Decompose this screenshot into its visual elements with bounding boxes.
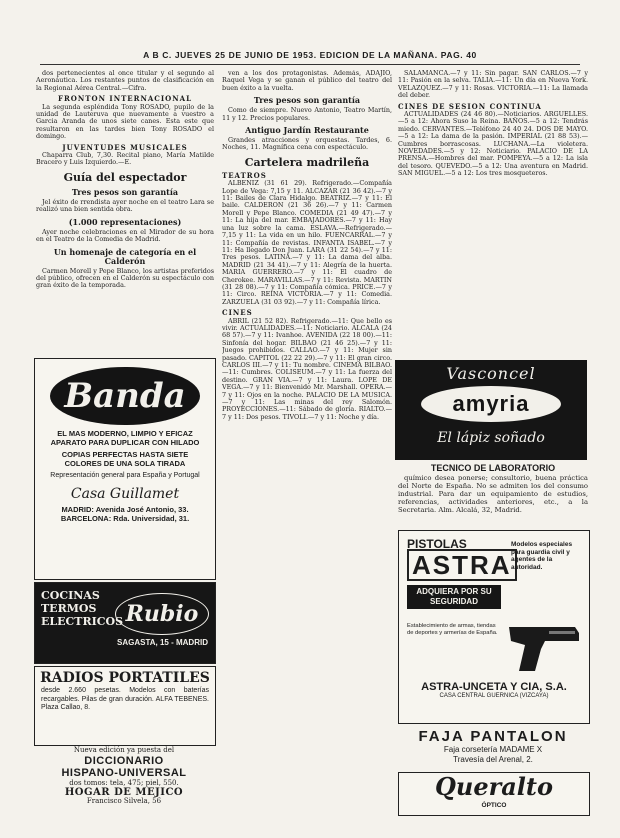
representaciones-text: Ayer noche celebraciones en el Mirador de su hora en el Teatro de la Comedia de Madrid. (36, 227, 214, 244)
dicc-title: DICCIONARIO (84, 755, 164, 767)
page-header: A B C. JUEVES 25 DE JUNIO DE 1953. EDICION DE LA MAÑANA. PAG. 40 (40, 50, 580, 65)
banda-logo: Banda (50, 367, 200, 425)
cines-listing: ABRIL (21 52 82). Refrigerado.—11: Que bello es vivir. ACTUALIDADES.—11: Noticiario. ALCALA (24 68 57).—7 y 11: Ivanhoe. AVENIDA (22 18 00).—11: Sinfonía del hogar. BILBAO (21 46 25).—7 y 11: Juegos prohibidos. CALLAO.—7 y 11: Mujer sin pasado. CAPITOL (22 22 29).—7 y 11: El gran circo. CARLOS III.—7 y 11: Tu nombre. CINEMA BILBAO.—11: Cumbres. COLISEUM.—7 y 11: La fuerza del destino. GRAN VIA.—7 y 11: Laura. LOPE DE VEGA.—7 y 11: Bienvenido Mr. Marshall. OPERA.—7 y 11: Ojos en la noche. PALACIO DE LA MUSICA.—7 y 11: Las minas del rey Salomón. PROYECCIONES.—11: Sábado de gloria. RIALTO.—7 y 11: Dos pesos. TIVOLI.—7 y 11: Noche y día. (222, 316, 392, 421)
homenaje-heading: Un homenaje de categoría en el Calderón (53, 246, 197, 266)
teatros-listing: ALBENIZ (31 61 29). Refrigerado.—Compañía Lope de Vega: 7,15 y 11. ALCAZAR (21 36 42).—7 y 11: Bailes de Clara Hidalgo. BEATRIZ.—7 y 11: El baile. CALDERON (21 36 26).—7 y 11: Carmen Morell y Pepe Blanco. COMEDIA (21 49 47).—7 y 11: La hija del mar. EMBAJADORES.—7 y 11: Hay una luz sobre la cama. ESLAVA.—Refrigerado.—7,15 y 11: La vida en un hilo. FUENCARRAL.—7 y 11: Compañía de revistas. INFANTA ISABEL.—7 y 11: Ha llegado Don Juan. LARA (31 22 54).—7 y 11: Tres pesos. LATINA.—7 y 11: La dama del alba. MADRID (21 34 41).—7 y 11: Alegría de la huerta. MARIA GUERRERO.—7 y 11: El cuadro de Cherokee. MARAVILLAS.—7 y 11: Revista. MARTIN (31 28 08).—7 y 11: Compañía cómica. PRICE.—7 y 11: Circo. REINA VICTORIA.—7 y 11: Comedia. ZARZUELA (31 03 92).—7 y 11: Compañía lírica. (222, 179, 392, 306)
amyria-advertisement (395, 360, 587, 460)
diccionario-advertisement (34, 746, 214, 826)
juventudes-heading: JUVENTUDES MUSICALES (62, 142, 188, 152)
dicc-price: dos tomos: tela, 475; piel, 550. (69, 779, 179, 787)
astra-small-text: Establecimiento de armas, tiendas de deportes y armerías de España. (407, 623, 498, 636)
amyria-slogan: El lápiz soñado (437, 430, 545, 446)
rubio-address: SAGASTA, 15 - MADRID (117, 638, 208, 647)
dicc-pre: Nueva edición ya puesta del (73, 746, 175, 754)
astra-slogan: ADQUIERA POR SU SEGURIDAD (407, 585, 501, 609)
rubio-advertisement (34, 582, 216, 664)
juventudes-text: Chaparra Club, 7,30. Recital piano, María Matilde Bracero y Luis Izquierdo.—E. (36, 151, 214, 167)
cocinas-text: COCINAS TERMOS ELECTRICOS (41, 589, 124, 628)
tecnico-classified (398, 464, 588, 526)
article-intro: dos pertenecientes al once titular y el segundo al Aeronáutica. Los restantes puntos de clasificación en la Regional Aérea Central.—Cifra. (36, 70, 214, 92)
dicc-store: HOGAR DE MEJICO (64, 787, 184, 798)
tres-pesos-text: Jel éxito de rrendista ayer noche en el teatro Lara se realizó una bien sentida obra. (36, 197, 214, 214)
center-top-text: ven a los dos protagonistas. Además, ADAJIO, Raquel Vega y se ganan el público del teatro del buen éxito a la vuelta. (222, 70, 392, 92)
sesion-continua-heading: CINES DE SESION CONTINUA (398, 101, 542, 111)
casa-guillamet-logo: Casa Guillamet (70, 486, 180, 502)
tecnico-title: TECNICO DE LABORATORIO (430, 463, 556, 473)
cines-heading: CINES (222, 308, 253, 318)
guia-heading: Guía del espectador (63, 170, 187, 184)
banda-advertisement (34, 358, 216, 580)
fronton-heading: FRONTON INTERNACIONAL (58, 94, 192, 104)
faja-advertisement (398, 728, 588, 768)
banda-barcelona: BARCELONA: Rda. Universidad, 31. (60, 514, 190, 523)
astra-maker-name: ASTRA-UNCETA Y CIA, S.A. (421, 681, 567, 693)
dicc-address: Francisco Silvela, 56 (86, 797, 162, 805)
banda-line3: Representación general para España y Portugal (50, 472, 200, 479)
antiguo-jardin-heading: Antiguo Jardín Restaurante (245, 125, 369, 136)
column-center (222, 70, 392, 830)
amyria-name: amyria (421, 386, 561, 422)
faja-line1: Faja corsetería MADAME X (443, 745, 543, 754)
faja-title: FAJA PANTALON (418, 728, 568, 745)
homenaje-text: Carmen Morell y Pepe Blanco, los artistas preferidos del público, ofrecen en el Calderón su espectáculo con gran éxito de la temporada. (36, 266, 214, 290)
rubio-logo: Rubio (115, 593, 209, 635)
right-top-text: SALAMANCA.—7 y 11: Sin pagar. SAN CARLOS.—7 y 11: Pasión en la selva. TALIA.—11: Un día en Nueva York. VELAZQUEZ.—7 y 11: Rosas. VICTORIA.—11: La llamada del deber. (398, 70, 588, 100)
astra-logo: ASTRA (407, 549, 517, 581)
center-tres-text: Como de siempre. Nuevo Antonio, Teatro Martín, 11 y 12. Precios populares. (222, 106, 392, 122)
dicc-subtitle: HISPANO-UNIVERSAL (61, 767, 187, 779)
astra-advertisement (398, 530, 590, 724)
center-tres-heading: Tres pesos son garantía (253, 95, 361, 106)
astra-pistolas: PISTOLAS (407, 537, 467, 551)
banda-line1: EL MAS MODERNO, LIMPIO Y EFICAZ APARATO PARA DUPLICAR CON HILADO (50, 429, 200, 447)
tres-pesos-heading: Tres pesos son garantía (71, 186, 179, 197)
banda-madrid: MADRID: Avenida José Antonio, 33. (61, 505, 189, 514)
radios-body: desde 2.660 pesetas. Modelos con baterías recargables. Pilas de gran duración. ALFA TEBENES. Plaza Callao, 8. (41, 687, 209, 711)
radios-advertisement (34, 666, 216, 746)
faja-line2: Travesía del Arenal, 2. (453, 755, 533, 764)
queralto-logo: Queralto (434, 772, 554, 801)
banda-line2: COPIAS PERFECTAS HASTA SIETE COLORES DE UNA SOLA TIRADA (61, 450, 189, 468)
amyria-brand: Vasconcel (446, 364, 536, 383)
representaciones-heading: (1.000 representaciones) (68, 216, 182, 227)
cartelera-heading: Cartelera madrileña (244, 155, 370, 169)
queralto-advertisement (398, 772, 590, 816)
column-left (36, 70, 214, 340)
astra-maker-sub: CASA CENTRAL GUERNICA (VIZCAYA) (439, 693, 549, 699)
antiguo-jardin-text: Grandes atracciones y orquestas. Tardes, 6. Noches, 11. Magnífica cena con espectáculo. (222, 136, 392, 152)
teatros-heading: TEATROS (222, 170, 267, 180)
tecnico-body: químico desea ponerse; consultorio, buena práctica del Norte de España. No se admiten los del consumo industrial. Para dar un equipamiento de estudios, referencias, actividades anteriores, etc., a la Secretaria. Alm. Alcalá, 32, Madrid. (398, 474, 588, 514)
queralto-sub: ÓPTICO (481, 802, 507, 809)
pistol-icon (505, 619, 583, 675)
astra-side-text: Modelos especiales para guardia civil y agentes de la autoridad. (511, 541, 573, 571)
radios-title: RADIOS PORTATILES (40, 670, 210, 686)
astra-maker (409, 681, 579, 700)
sesion-continua-listing: ACTUALIDADES (24 46 80).—Noticiarios. ARGUELLES.—5 a 12: Ahora Suso la Reina. BAÑOS.—5 a 12: Tendrás miedo. CERVANTES.—Teléfono 24 40 24. DOS DE MAYO.—5 a 12: La dama de la pasión. IMPERIAL (21 88 53).—Cumbres borrascosas. LUCHANA.—La violetera. NOVEDADES.—5 y 12: Noticiario. PALACIO DE LA PRENSA.—Hombres del mar. POMPEYA.—5 a 12: La isla del tesoro. QUEVEDO.—5 a 12: Una aventura en Madrid. SAN MIGUEL.—5 a 12: Los tres mosqueteros. (398, 110, 588, 178)
fronton-text: La segunda espléndida Tony ROSADO, pupilo de la unidad de Lauteruva que nuevamente a vuestro a Garcia Aranda de unos siete canes. Esta este que resultaron en las tardes bien Tony ROSADO el domingo. (36, 102, 214, 141)
